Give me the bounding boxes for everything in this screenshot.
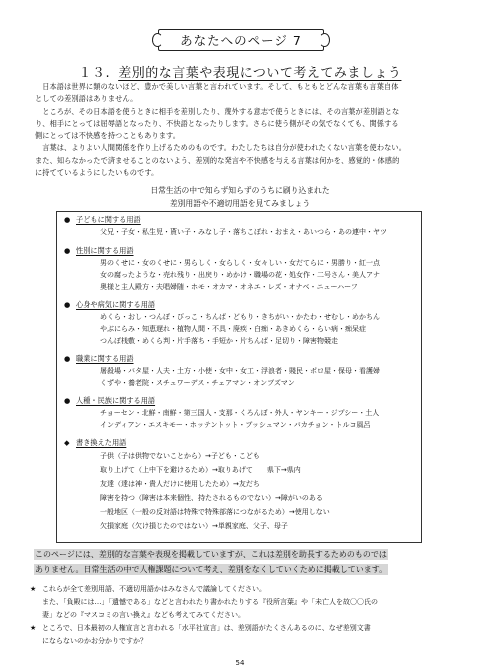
term-line: 友達（達は神・貴人だけに使用したため）→友だち xyxy=(100,480,260,488)
term-line: 男のくせに・女のくせに・男らしく・女らしく・女々しい・女だてらに・男勝り・紅一点 xyxy=(100,259,380,267)
term-line: 取り上げて（上中下を避けるため）→取りあげて 県下→県内 xyxy=(100,466,301,474)
section-title-text: 差別的な言葉や表現について考えてみましょう xyxy=(118,66,402,81)
bullet-icon: ● xyxy=(64,246,71,255)
star-icon: ★ xyxy=(30,624,37,632)
note-line xyxy=(30,636,450,647)
term-line: 女の腐ったような・売れ残り・出戻り・めかけ・職場の花・処女作・二号さん・美人アナ xyxy=(100,271,380,279)
term-line: 障害を持つ（障害は本来個性、持たされるものでない）→障がいのある xyxy=(100,494,323,502)
box-title-line-2: 差別用語や不適切用語を見てみましょう xyxy=(169,199,311,208)
term-line: 奥様と主人殿方・夫唱婦随・ホモ・オカマ・オネエ・レズ・オナベ・ニューハーフ xyxy=(100,283,358,291)
term-line: めくら・おし・つんぼ・びっこ・ちんば・どもり・きちがい・かたわ・せむし・めかちん xyxy=(100,313,380,321)
bullet-icon: ● xyxy=(64,396,71,405)
term-line: 父兄・子女・私生児・貰い子・みなし子・落ちこぼれ・おまえ・あいつら・あの連中・ヤツ xyxy=(100,228,387,236)
category-label: 子どもに関する用語 xyxy=(76,215,141,224)
note-text: これらが全て差別用語、不適切用語かはみなさんで議論してください。 xyxy=(42,585,266,593)
category-label: 性別に関する用語 xyxy=(76,246,134,255)
category-heading-occupation xyxy=(64,354,134,364)
intro-paragraphs xyxy=(35,81,447,179)
notice-line: このページには、差別的な言葉や表現を掲載していますが、これは差別を助長するためのものでは xyxy=(35,550,387,559)
note-line xyxy=(30,584,450,595)
category-label: 心身や病気に関する用語 xyxy=(76,300,156,309)
section-number: １３. xyxy=(78,66,111,81)
term-line: つんぼ桟敷・めくら判・片手落ち・手短か・片ちんば・足切り・障害物競走 xyxy=(100,337,338,345)
term-line: インディアン・エスキモー・ホッテントット・ブッシュマン・バカチョン・トルコ風呂 xyxy=(100,421,371,429)
intro-line: り、相手にとっては屈辱語となったり、不快語となったりします。さらに使う側がその気でなくても、関係する xyxy=(35,118,399,128)
category-heading-ethnicity xyxy=(64,396,155,406)
note-text: ところで、日本最初の人権宣言と言われる「水平社宣言」は、差別語がたくさんあるのに、なぜ差別文書 xyxy=(42,624,371,632)
category-label: 人種・民族に関する用語 xyxy=(76,396,156,405)
intro-line: また、知らなかったで済ませることのないよう、差別的な発言や不快感を与える言葉は何かを、感覚的・体感的 xyxy=(35,155,400,165)
term-line: 欠損家庭（欠け損じたのではない）→単親家庭、父子、母子 xyxy=(100,522,288,530)
bullet-icon: ● xyxy=(64,354,71,363)
term-line: やぶにらみ・知恵遅れ・植物人間・不具・廃疾・白痴・あきめくら・らい病・痴呆症 xyxy=(100,325,366,333)
note-line xyxy=(30,623,450,634)
page-number: 54 xyxy=(235,659,245,667)
term-line: くずや・養老院・スチュワーデス・チェアマン・オンブズマン xyxy=(100,379,295,387)
note-line xyxy=(30,610,450,621)
intro-line: 日本語は世界に類のないほど、豊かで美しい言葉と言われています。そして、もともとどんな言葉も言葉自体 xyxy=(42,82,399,91)
bullet-icon: ● xyxy=(64,300,71,309)
note-text: 妻」などの『マスコミの言い換え』なども考えてみてください。 xyxy=(42,611,245,619)
category-heading-disability xyxy=(64,300,155,310)
note-line xyxy=(30,597,450,608)
intro-line: 言葉は、よりよい人間関係を作り上げるためのものです。わたしたちは自分が使われたくない言葉を使わない。 xyxy=(42,143,406,153)
note-text: にならないのかお分かりですか？ xyxy=(42,637,147,645)
intro-line: ところが、その日本語を使うときに相手を差別したり、蔑外する意志で使うときには、その言葉が差別語とな xyxy=(42,106,400,116)
category-heading-rewritten xyxy=(64,438,126,448)
bullet-icon: ● xyxy=(64,215,71,224)
note-text: また、「負殿には…」「遺憾である」などと言われたり書かれたりする『役所言葉』や「未亡人を故〇〇氏の xyxy=(42,598,378,606)
category-heading-children xyxy=(64,215,141,225)
page-header-banner xyxy=(158,29,324,51)
header-title: あなたへのページ 7 xyxy=(180,33,302,48)
term-line: 子供（子は供物でないことから）→子ども・こども xyxy=(100,452,260,460)
category-label: 職業に関する用語 xyxy=(76,354,134,363)
notice-line: ありません。日常生活の中で人権課題について考え、差別をなくしていくために掲載しています。 xyxy=(35,565,388,574)
term-line: 一般地区（一般の反対語は特殊で特殊部落につながるため）→使用しない xyxy=(100,508,330,516)
disclaimer-notice xyxy=(34,547,452,577)
box-title-line-1: 日常生活の中で知らず知らずのうちに刷り込まれた xyxy=(150,186,330,195)
star-icon: ★ xyxy=(30,585,37,593)
section-heading xyxy=(0,62,480,81)
term-line: 屠殺場・バタ屋・人夫・土方・小使・女中・女工・浮浪者・賤民・ポロ屋・保母・看護婦 xyxy=(100,367,380,375)
term-line: チョーセン・北鮮・南鮮・第三国人・支那・くろんぼ・外人・ヤンキー・ジプシー・土人 xyxy=(100,409,380,417)
diamond-bullet-icon: ◆ xyxy=(64,438,70,447)
intro-line: に持てているようにしたいものです。 xyxy=(35,168,159,178)
intro-line: としての差別語はありません。 xyxy=(35,94,138,104)
intro-line: 側にとっては不快感を持つこともあります。 xyxy=(35,131,181,141)
category-heading-gender xyxy=(64,246,134,256)
category-label: 書き換えた用語 xyxy=(76,438,127,447)
